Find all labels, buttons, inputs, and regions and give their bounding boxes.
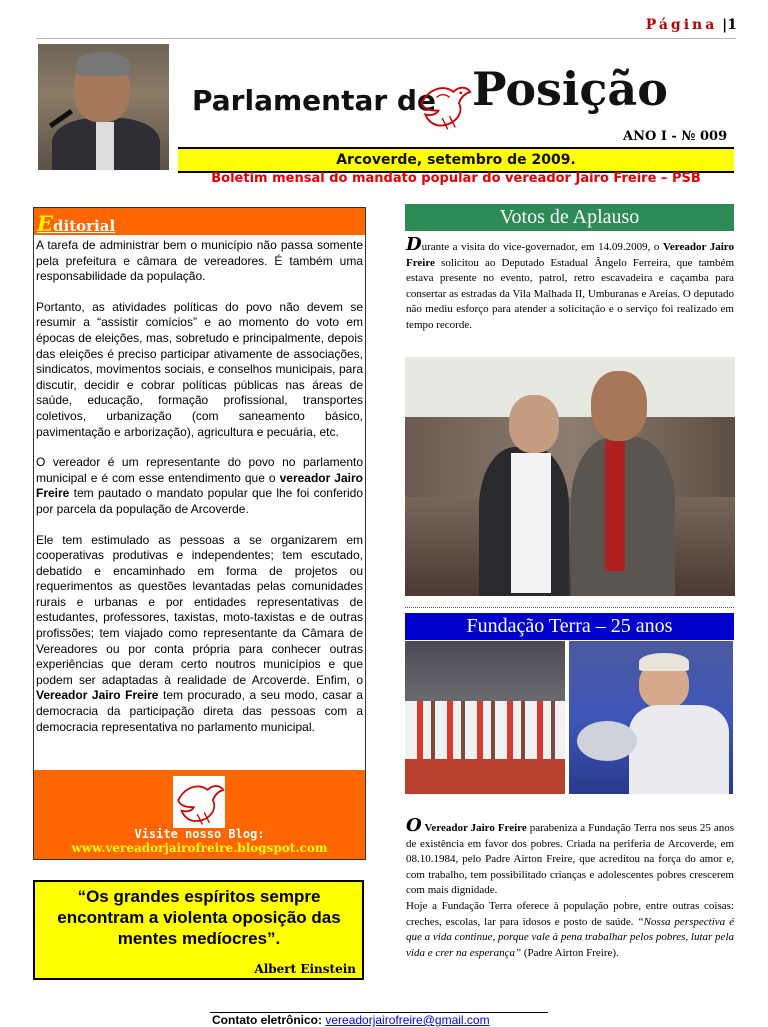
editorial-bold-name: vereador Jairo Freire xyxy=(36,470,363,501)
header-divider xyxy=(36,38,736,39)
dropcap: O xyxy=(406,815,422,836)
contact-email-link[interactable]: vereadorjairofreire@gmail.com xyxy=(325,1013,490,1027)
photo-shirt xyxy=(96,122,114,170)
page-number xyxy=(612,17,737,33)
edition-number: ANO I - № 009 xyxy=(623,129,728,144)
editorial-paragraph xyxy=(36,455,363,517)
elderly-man-photo xyxy=(569,641,733,794)
quote-box xyxy=(33,880,364,980)
photo-man-right-tie xyxy=(605,441,625,571)
editorial-body xyxy=(36,238,363,750)
editorial-paragraph: A tarefa de administrar bem o município não passa somente pela prefeitura e câmara de vereadores. É também uma responsabilidade da população. xyxy=(36,238,363,284)
photo-man-left-shirt xyxy=(511,453,551,593)
editorial-box xyxy=(33,207,366,860)
dropcap: D xyxy=(406,234,422,255)
photo-elderly-cap xyxy=(639,653,689,671)
editorial-text: tem procurado, a seu modo, casar a democracia da participação direta das pessoas com a democracia representativa no parlamento municipal. xyxy=(36,688,363,734)
quote-author: Albert Einstein xyxy=(254,962,356,976)
article-text: solicitou ao Deputado Estadual Ângelo Ferreira, que também estava presente no evento, patrol, retro escavadeira e caçamba para consertar as estradas da Vila Malhada II, Umburanas e Areias. O deputado não mediu esforço para atender a solicitação e o serviço foi realizado em tempo recorde. xyxy=(406,256,734,331)
editorial-paragraph: Portanto, as atividades políticas do povo não devem se resumir a “assistir comícios” e ao momento do voto em épocas de eleições, mas, sobretudo e principalmente, depois das eleições é preciso participar ativamente de associações, sindicatos, movimentos sociais, e conselhos municipais, para discutir, decidir e cobrar políticas públicas nas áreas de saúde, educação, formação profissional, transportes coletivos, urbanização (com saneamento básico, pavimentação e arborização), agricultura e pecuária, etc. xyxy=(36,299,363,439)
photo-elderly-plate xyxy=(577,721,637,761)
event-photo-two-men xyxy=(405,357,735,596)
dove-icon xyxy=(172,776,226,828)
editorial-header xyxy=(34,208,365,235)
votos-article xyxy=(406,234,734,334)
photo-roof xyxy=(405,357,735,417)
article-text: parabeniza a Fundação Terra nos seus 25 anos de existência em favor dos pobres. Criada na periferia de Arcoverde, em 08.10.1984, pelo Padre Airton Freire, que acreditou na força do amor e, com trabalho, tem possibilitado crianças e adolescentes pobres crescerem com mais dignidade. xyxy=(406,822,734,897)
bulletin-subtitle: Boletim mensal do mandato popular do vereador Jairo Freire – PSB xyxy=(211,171,701,186)
councilman-portrait-photo xyxy=(38,44,169,170)
editorial-bold-name: Vereador Jairo Freire xyxy=(36,688,159,703)
photo-elderly-shirt xyxy=(629,705,729,794)
fundacao-article xyxy=(406,815,734,961)
quote-text: “Os grandes espíritos sempre encontram a violenta oposição das mentes medíocres”. xyxy=(57,887,341,948)
editorial-title-initial: E xyxy=(37,211,54,236)
blog-url-link[interactable]: www.vereadorjairofreire.blogspot.com xyxy=(71,841,328,855)
fundacao-paragraph xyxy=(406,899,734,961)
editorial-text: O vereador é um representante do povo no parlamento municipal e é com esse entendimento que o xyxy=(36,455,363,485)
children-photo xyxy=(405,641,565,794)
editorial-paragraph xyxy=(36,533,363,736)
contact-line xyxy=(212,1013,490,1027)
photo-hair xyxy=(76,52,130,76)
article-text: Hoje a Fundação Terra oferece à população pobre, entre outras coisas: creches, escolas, lar para idosos e posto de saúde. xyxy=(406,899,734,928)
blog-label: Visite nosso Blog: xyxy=(134,827,265,841)
article-text: (Padre Airton Freire). xyxy=(521,946,619,959)
article-quote: “Nossa perspectiva é que a vida continue, porque vale à pena trabalhar pelos pobres, lutar pela vida e crer na esperança” xyxy=(406,915,734,959)
fundacao-heading: Fundação Terra – 25 anos xyxy=(405,613,734,640)
blog-footer xyxy=(34,770,365,859)
contact-label: Contato eletrônico: xyxy=(212,1013,326,1027)
date-band: Arcoverde, setembro de 2009. xyxy=(178,147,734,173)
fundacao-paragraph xyxy=(406,815,734,899)
page-number-value: |1 xyxy=(722,17,737,33)
article-bold-name: Vereador Jairo Freire xyxy=(421,822,527,834)
editorial-text: Ele tem estimulado as pessoas a se organizarem em cooperativas produtivas e independentes; tem escutado, debatido e encaminhado em forma de projetos ou requerimentos as questões levantadas pelas comunidades rurais e urbanas e por entidades representativas de estudantes, professores, taxistas, moto-taxistas e de outras profissões; tem viajado como representante da Câmara de Vereadores ou por conta própria para conhecer outras experiências que deram certo noutros municípios e que podem ser adaptadas à realidade de Arcoverde. Enfim, o xyxy=(36,532,363,687)
editorial-text: tem pautado o mandato popular que lhe foi conferido por parcela da população de Arcoverde. xyxy=(36,486,363,516)
photo-children-skirts xyxy=(405,759,565,794)
page-label: Página xyxy=(645,17,718,33)
photo-crowd xyxy=(405,417,735,497)
article-bold-name: Vereador Jairo Freire xyxy=(406,241,734,269)
editorial-title-rest: ditorial xyxy=(53,217,116,235)
masthead-title: Parlamentar de xyxy=(192,84,436,117)
photo-man-left-face xyxy=(509,395,559,453)
section-divider xyxy=(405,607,734,608)
editorial-title xyxy=(37,211,115,236)
votos-heading: Votos de Aplauso xyxy=(405,204,734,231)
dove-logo-icon xyxy=(416,76,472,134)
masthead-title-large: Posição xyxy=(472,62,668,116)
photo-man-right-face xyxy=(591,371,647,441)
article-text: urante a visita do vice-governador, em 14.09.2009, o xyxy=(421,241,663,253)
